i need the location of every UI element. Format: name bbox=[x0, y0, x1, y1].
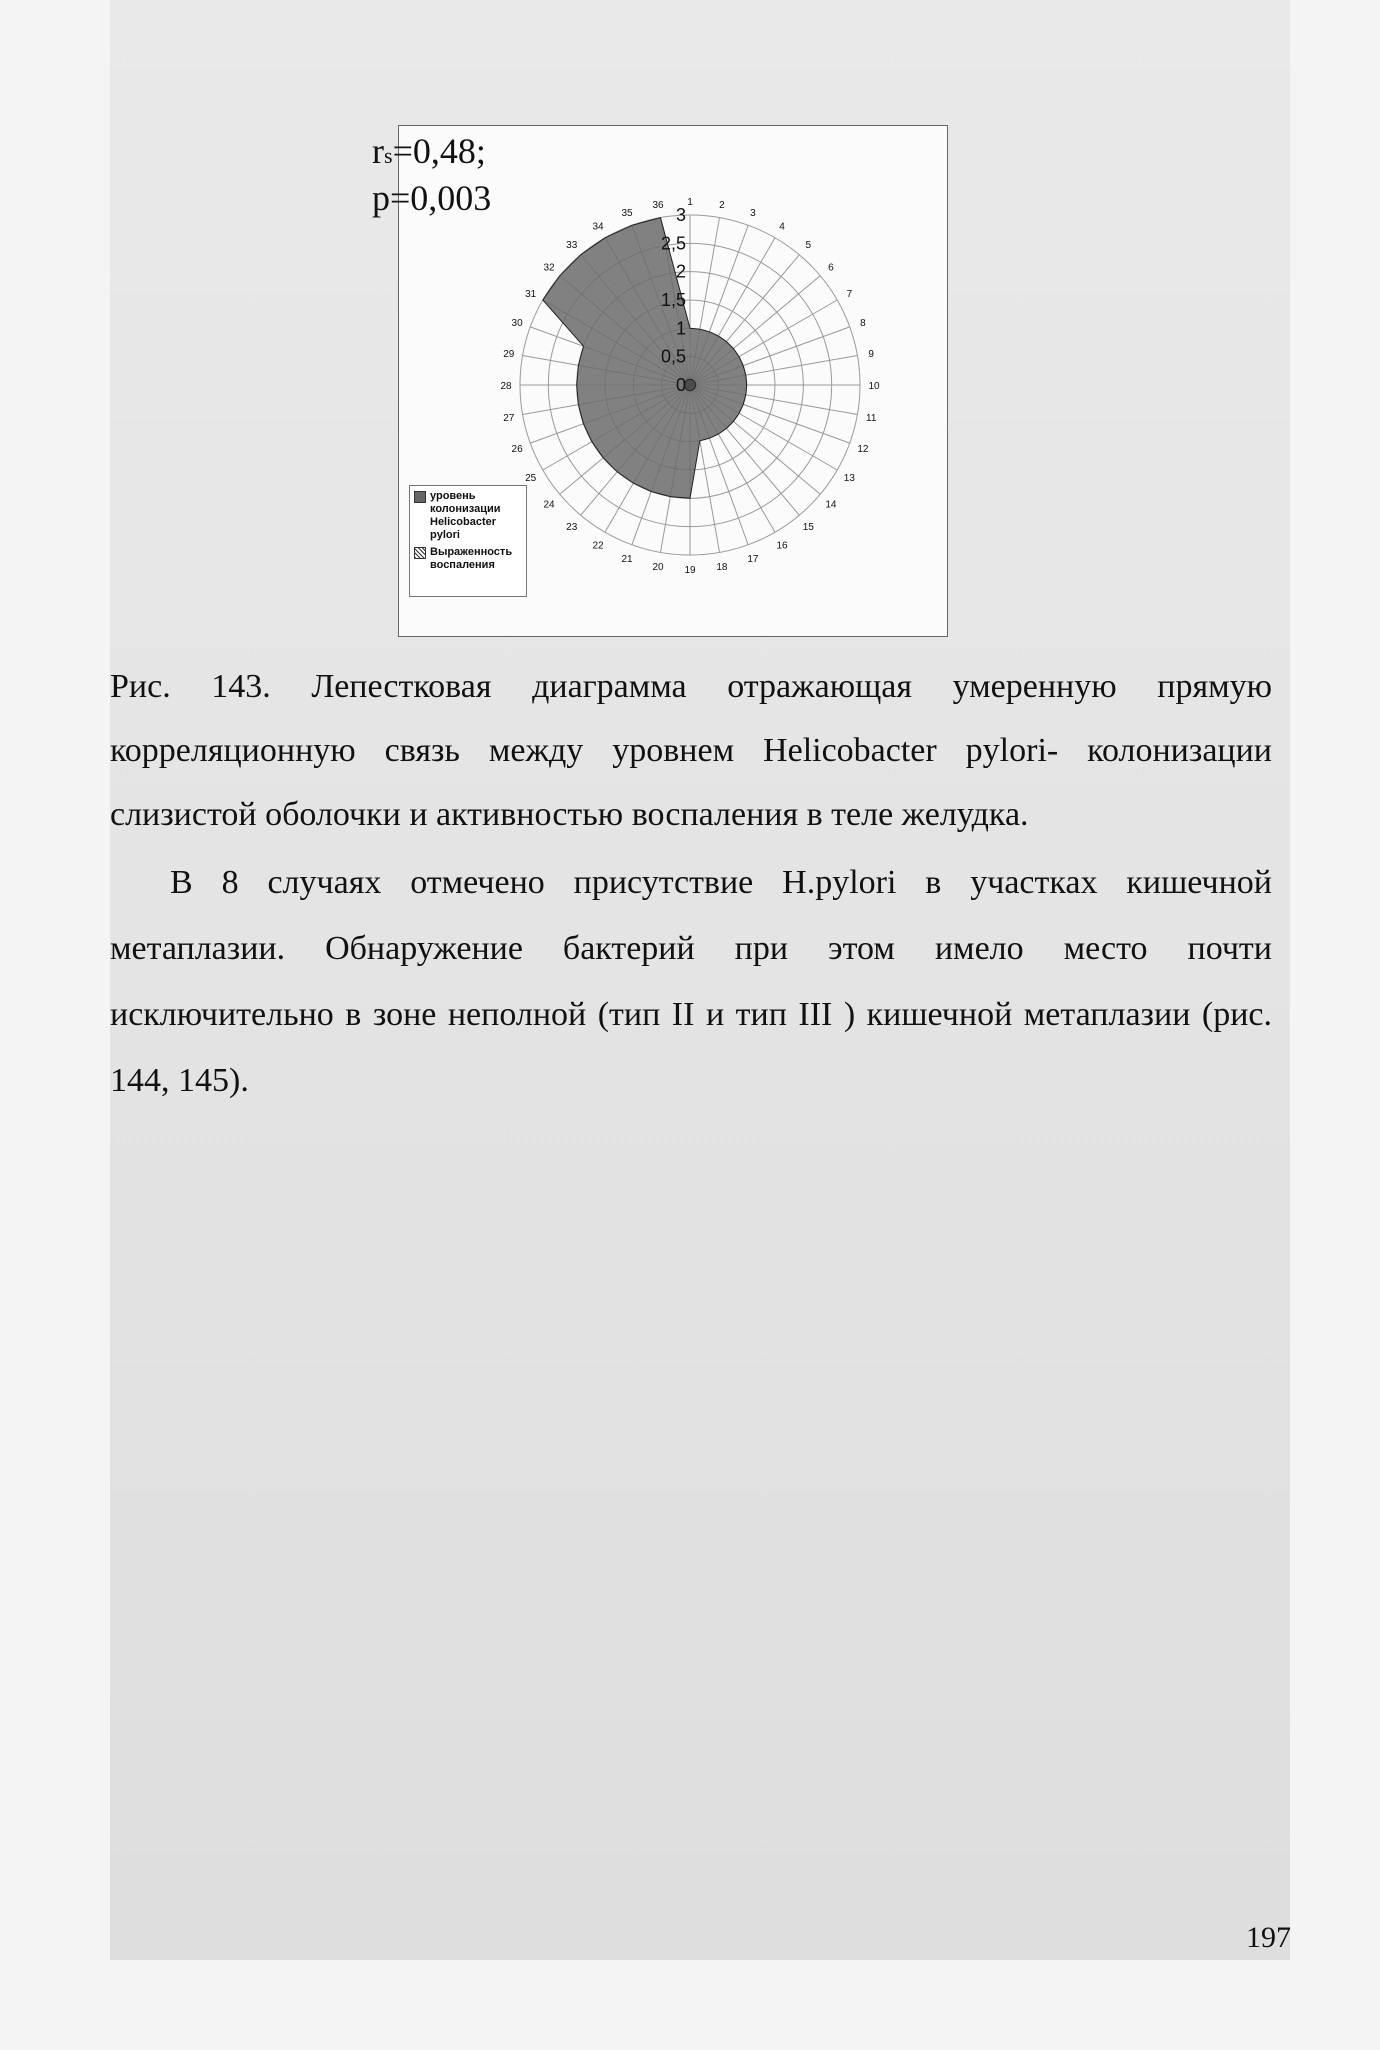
category-label-16: 16 bbox=[776, 540, 788, 552]
legend-label-inflammation: Выраженность воспаления bbox=[430, 546, 513, 571]
radial-tick-1: 0,5 bbox=[660, 346, 686, 367]
category-label-26: 26 bbox=[511, 443, 523, 455]
category-label-33: 33 bbox=[566, 240, 578, 252]
radial-tick-2: 1 bbox=[675, 318, 686, 339]
category-label-5: 5 bbox=[805, 240, 812, 252]
rs-symbol: r bbox=[372, 131, 384, 171]
radial-tick-3: 1,5 bbox=[660, 290, 686, 310]
category-label-10: 10 bbox=[868, 381, 880, 392]
category-label-12: 12 bbox=[857, 443, 869, 455]
category-label-29: 29 bbox=[503, 349, 515, 361]
category-label-13: 13 bbox=[843, 473, 855, 484]
category-label-19: 19 bbox=[684, 565, 696, 576]
category-label-24: 24 bbox=[543, 499, 555, 511]
category-label-23: 23 bbox=[566, 521, 578, 533]
category-label-2: 2 bbox=[719, 199, 725, 211]
category-label-20: 20 bbox=[652, 562, 664, 574]
legend-swatch-colonization bbox=[414, 491, 426, 503]
chart-legend bbox=[409, 485, 527, 597]
category-label-32: 32 bbox=[543, 262, 555, 274]
series-2-area bbox=[684, 379, 695, 390]
radar-chart bbox=[0, 0, 1380, 700]
category-label-27: 27 bbox=[503, 412, 515, 424]
category-label-18: 18 bbox=[716, 562, 728, 574]
category-label-35: 35 bbox=[621, 208, 633, 220]
category-label-22: 22 bbox=[592, 540, 604, 552]
category-label-6: 6 bbox=[828, 262, 834, 274]
radial-tick-5: 2,5 bbox=[660, 233, 686, 254]
category-label-17: 17 bbox=[747, 553, 759, 565]
legend-label-colonization: уровень колонизации Helicobacter pylori bbox=[430, 490, 501, 541]
category-label-15: 15 bbox=[802, 521, 814, 533]
category-label-30: 30 bbox=[511, 318, 523, 330]
legend-swatch-inflammation bbox=[414, 547, 426, 559]
category-label-14: 14 bbox=[825, 499, 837, 511]
category-label-31: 31 bbox=[525, 289, 537, 300]
rs-value: =0,48; bbox=[392, 131, 486, 171]
category-label-4: 4 bbox=[779, 221, 785, 233]
category-label-21: 21 bbox=[621, 553, 633, 565]
category-label-25: 25 bbox=[525, 473, 537, 484]
category-label-3: 3 bbox=[750, 208, 756, 220]
page-number: 197 bbox=[1246, 1921, 1291, 1954]
figure-caption: Рис. 143. Лепестковая диаграмма отражающая умеренную прямую корреляционную связь между уровнем Helicobacter pylori- колонизации слизистой оболочки и активностью воспаления в теле желудка. bbox=[110, 668, 1272, 833]
p-value: p=0,003 bbox=[372, 178, 492, 218]
body-paragraph-text: В 8 случаях отмечено присутствие H.pylori в участках кишечной метаплазии. Обнаружение бактерий при этом имело место почти исключительно в зоне неполной (тип II и тип III ) кишечной метаплазии (рис. 144, 145). bbox=[110, 864, 1272, 1099]
category-label-9: 9 bbox=[868, 349, 874, 361]
category-label-36: 36 bbox=[652, 199, 664, 211]
category-label-7: 7 bbox=[846, 289, 853, 300]
category-label-1: 1 bbox=[687, 197, 693, 208]
category-label-11: 11 bbox=[866, 412, 877, 424]
category-label-28: 28 bbox=[500, 381, 512, 392]
radial-tick-6: 3 bbox=[675, 205, 686, 225]
rs-subscript: s bbox=[384, 143, 393, 168]
radial-tick-0: 0 bbox=[675, 375, 686, 395]
category-label-34: 34 bbox=[592, 221, 604, 233]
body-paragraph bbox=[110, 850, 1272, 1114]
radial-tick-4: 2 bbox=[675, 261, 686, 282]
category-label-8: 8 bbox=[860, 318, 866, 330]
